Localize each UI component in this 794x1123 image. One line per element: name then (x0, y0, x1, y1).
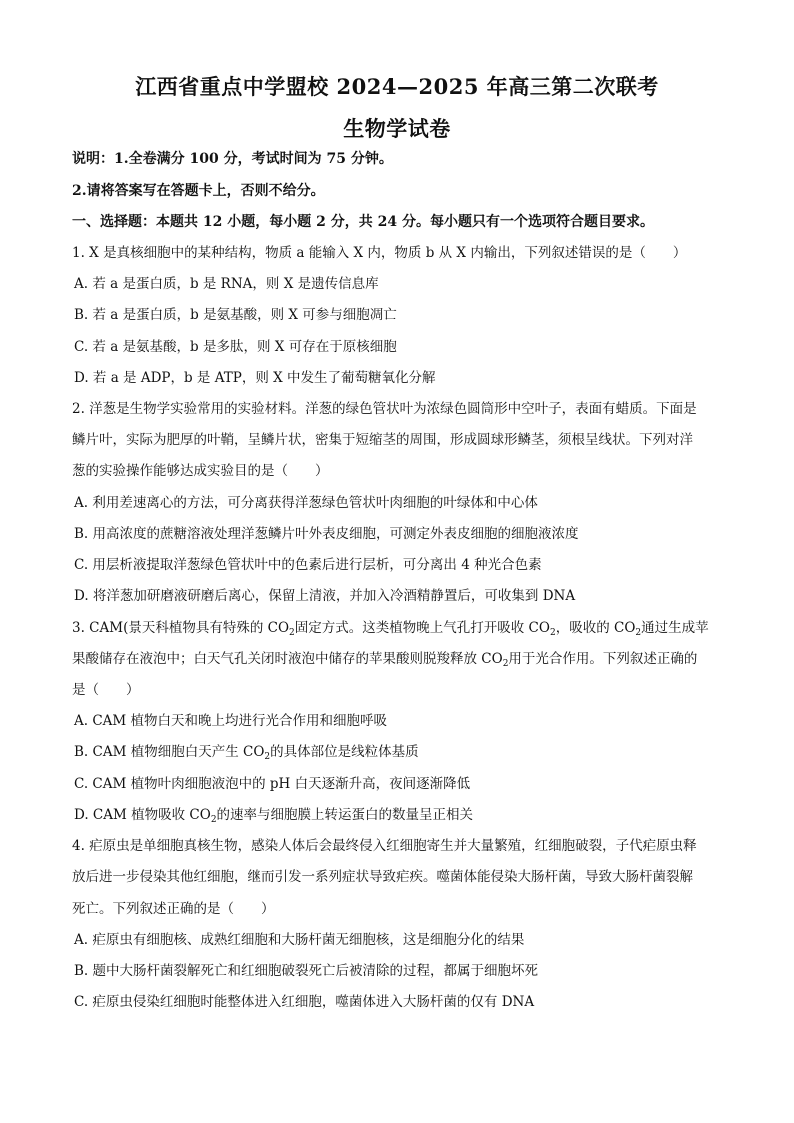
question-3-text: 3. CAM(景天科植物具有特殊的 CO (72, 620, 290, 636)
question-4-option-b: B. 题中大肠杆菌裂解死亡和红细胞破裂死亡后被清除的过程，都属于细胞坏死 (74, 963, 539, 979)
question-2-option-d: D. 将洋葱加研磨液研磨后离心，保留上清液，并加入冷酒精静置后，可收集到 DNA (74, 588, 576, 604)
question-3-text: 果酸储存在液泡中；白天气孔关闭时液泡中储存的苹果酸则脱羧释放 CO (72, 651, 503, 667)
instruction-note-2: 2.请将答案写在答题卡上，否则不给分。 (72, 183, 325, 199)
question-4-stem-line-1: 4. 疟原虫是单细胞真核生物，感染人体后会最终侵入红细胞寄生并大量繁殖，红细胞破裂，子代疟原虫释 (72, 838, 697, 854)
question-3-stem-line-1 (72, 619, 732, 637)
question-1-option-d: D. 若 a 是 ADP，b 是 ATP，则 X 中发生了葡萄糖氧化分解 (74, 370, 436, 386)
question-1-option-c: C. 若 a 是氨基酸，b 是多肽，则 X 可存在于原核细胞 (74, 339, 397, 355)
option-text: 的速率与细胞膜上转运蛋白的数量呈正相关 (216, 807, 474, 823)
question-2-stem-line-1: 2. 洋葱是生物学实验常用的实验材料。洋葱的绿色管状叶为浓绿色圆筒形中空叶子，表面有蜡质。下面是 (72, 401, 697, 417)
question-4-stem-line-3: 死亡。下列叙述正确的是（ ） (72, 901, 275, 917)
question-1-option-a: A. 若 a 是蛋白质，b 是 RNA，则 X 是遗传信息库 (74, 276, 379, 292)
section-heading: 一、选择题：本题共 12 小题，每小题 2 分，共 24 分。每小题只有一个选项符合题目要求。 (72, 214, 654, 230)
subscript: 2 (289, 628, 295, 638)
subscript: 2 (210, 815, 217, 825)
question-3-text: 通过生成苹 (641, 620, 709, 636)
question-2-stem-line-3: 葱的实验操作能够达成实验目的是（ ） (72, 463, 329, 479)
question-3-stem-line-2 (72, 650, 732, 668)
option-text: B. CAM 植物细胞白天产生 CO (74, 744, 265, 760)
subscript: 2 (264, 752, 271, 762)
question-2-option-a: A. 利用差速离心的方法，可分离获得洋葱绿色管状叶肉细胞的叶绿体和中心体 (74, 495, 538, 511)
question-4-option-a: A. 疟原虫有细胞核、成熟红细胞和大肠杆菌无细胞核，这是细胞分化的结果 (74, 932, 525, 948)
subject-title: 生物学试卷 (343, 116, 451, 141)
instruction-note-1: 说明：1.全卷满分 100 分，考试时间为 75 分钟。 (72, 151, 393, 167)
question-4-stem-line-2: 放后进一步侵染其他红细胞，继而引发一系列症状导致疟疾。噬菌体能侵染大肠杆菌，导致大肠杆菌裂解 (72, 869, 693, 885)
question-3-text: 用于光合作用。下列叙述正确的 (508, 651, 698, 667)
question-3-option-d (74, 806, 734, 824)
option-text: 的具体部位是线粒体基质 (270, 744, 419, 760)
question-4-option-c: C. 疟原虫侵染红细胞时能整体进入红细胞，噬菌体进入大肠杆菌的仅有 DNA (74, 994, 535, 1010)
subscript: 2 (549, 628, 556, 638)
question-2-option-c: C. 用层析液提取洋葱绿色管状叶中的色素后进行层析，可分离出 4 种光合色素 (74, 557, 542, 573)
exam-title: 江西省重点中学盟校 2024—2025 年高三第二次联考 (135, 74, 659, 99)
subscript: 2 (502, 659, 509, 669)
option-text: D. CAM 植物吸收 CO (74, 807, 211, 823)
question-3-text: 固定方式。这类植物晚上气孔打开吸收 CO (294, 620, 550, 636)
subscript: 2 (635, 628, 642, 638)
question-3-option-b (74, 743, 734, 761)
question-3-option-c: C. CAM 植物叶肉细胞液泡中的 pH 白天逐渐升高，夜间逐渐降低 (74, 776, 471, 792)
question-2-option-b: B. 用高浓度的蔗糖溶液处理洋葱鳞片叶外表皮细胞，可测定外表皮细胞的细胞液浓度 (74, 526, 579, 542)
question-2-stem-line-2: 鳞片叶，实际为肥厚的叶鞘，呈鳞片状，密集于短缩茎的周围，形成圆球形鳞茎，须根呈线状。下列对洋 (72, 432, 693, 448)
question-3-stem-line-3: 是（ ） (72, 682, 140, 698)
question-1-stem: 1. X 是真核细胞中的某种结构，物质 a 能输入 X 内，物质 b 从 X 内输出，下列叙述错误的是（ ） (72, 245, 687, 261)
question-3-text: ，吸收的 CO (555, 620, 636, 636)
question-1-option-b: B. 若 a 是蛋白质，b 是氨基酸，则 X 可参与细胞凋亡 (74, 307, 397, 323)
question-3-option-a: A. CAM 植物白天和晚上均进行光合作用和细胞呼吸 (74, 713, 388, 729)
